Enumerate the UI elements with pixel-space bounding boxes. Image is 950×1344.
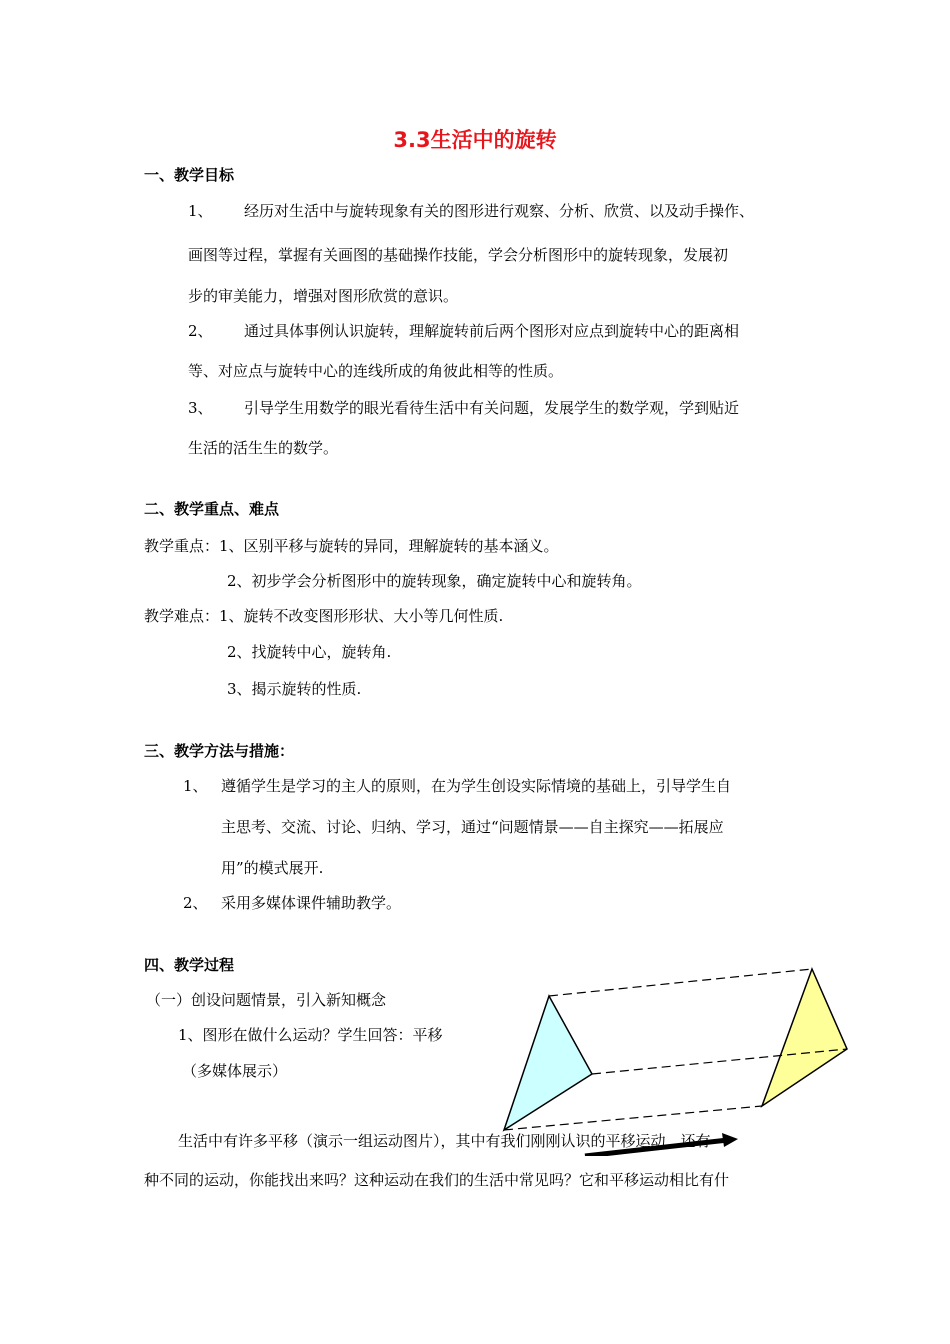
s1-item-2-num: 2、 xyxy=(188,322,213,340)
top-edge-dashed xyxy=(549,969,812,996)
s1-item-2-line-2: 等、对应点与旋转中心的连线所成的角彼此相等的性质。 xyxy=(188,362,564,380)
s3-item-1-line-3: 用”的模式展开. xyxy=(221,859,324,877)
s3-item-1-line-1: 遵循学生是学习的主人的原则，在为学生创设实际情境的基础上，引导学生自 xyxy=(221,777,732,795)
s4-subheading: （一）创设问题情景，引入新知概念 xyxy=(146,991,387,1009)
s1-item-1-line-3: 步的审美能力，增强对图形欣赏的意识。 xyxy=(188,287,459,305)
section-1-heading: 一、教学目标 xyxy=(144,166,235,184)
s1-item-1-line-1: 经历对生活中与旋转现象有关的图形进行观察、分析、欣赏、以及动手操作、 xyxy=(244,202,755,220)
s1-item-3-line-1: 引导学生用数学的眼光看待生活中有关问题，发展学生的数学观，学到贴近 xyxy=(244,399,740,417)
s1-item-3-line-2: 生活的活生生的数学。 xyxy=(188,439,339,457)
s1-item-3-num: 3、 xyxy=(188,399,213,417)
s4-paragraph-line-1: 生活中有许多平移（演示一组运动图片），其中有我们刚刚认识的平移运动，还有一 xyxy=(178,1132,726,1150)
s1-item-1-line-2: 画图等过程，掌握有关画图的基础操作技能，学会分析图形中的旋转现象，发展初 xyxy=(188,246,729,264)
section-4-heading: 四、教学过程 xyxy=(144,956,235,974)
bottom-edge-dashed xyxy=(504,1106,762,1130)
s1-item-1-num: 1、 xyxy=(188,202,213,220)
right-triangle xyxy=(762,969,847,1106)
left-triangle xyxy=(504,996,592,1130)
section-3-heading: 三、教学方法与措施： xyxy=(144,742,295,760)
page-title: 3.3生活中的旋转 xyxy=(393,128,557,152)
s1-item-2-line-1: 通过具体事例认识旋转，理解旋转前后两个图形对应点到旋转中心的距离相 xyxy=(244,322,740,340)
s2-line-3: 教学难点：1、旋转不改变图形形状、大小等几何性质. xyxy=(144,607,504,625)
section-2-heading: 二、教学重点、难点 xyxy=(144,500,280,518)
s2-line-4: 2、找旋转中心，旋转角. xyxy=(227,643,392,661)
s4-media-note: （多媒体展示） xyxy=(182,1062,288,1080)
s2-line-2: 2、初步学会分析图形中的旋转现象，确定旋转中心和旋转角。 xyxy=(227,572,642,590)
s3-item-1-line-2: 主思考、交流、讨论、归纳、学习，通过“问题情景——自主探究——拓展应 xyxy=(221,818,724,836)
s4-paragraph-line-2: 种不同的运动，你能找出来吗？这种运动在我们的生活中常见吗？它和平移运动相比有什 xyxy=(144,1171,730,1189)
s3-item-2-num: 2、 xyxy=(183,894,208,912)
s3-item-2-line-1: 采用多媒体课件辅助教学。 xyxy=(221,894,402,912)
s4-question-1: 1、图形在做什么运动？学生回答：平移 xyxy=(178,1026,443,1044)
s2-line-1: 教学重点：1、区别平移与旋转的异同，理解旋转的基本涵义。 xyxy=(144,537,559,555)
s3-item-1-num: 1、 xyxy=(183,777,208,795)
s2-line-5: 3、揭示旋转的性质. xyxy=(227,680,362,698)
translation-prism-figure xyxy=(500,966,852,1156)
